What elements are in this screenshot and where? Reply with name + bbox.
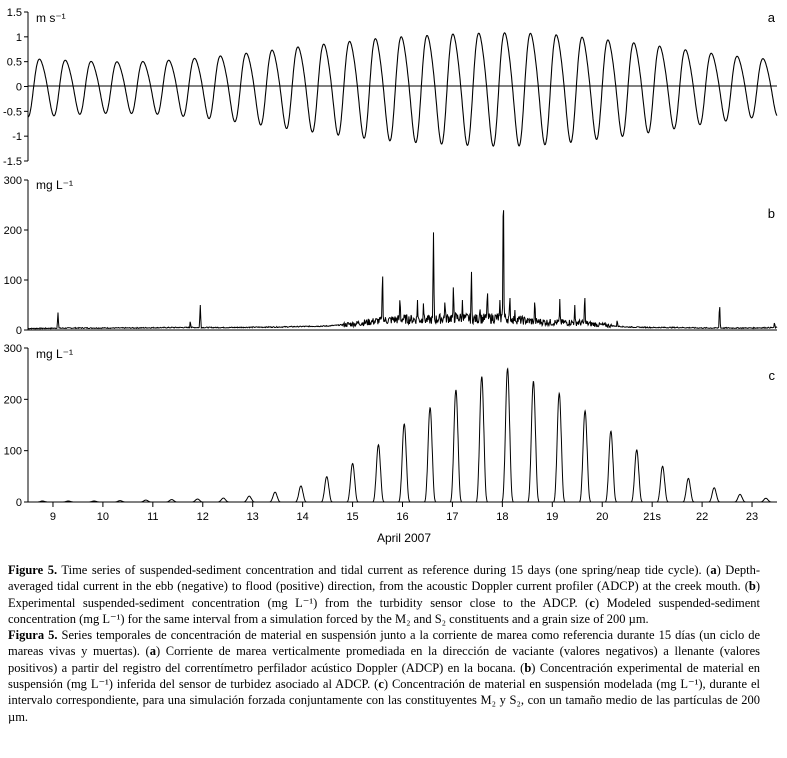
caption-es-a-letter: a — [149, 644, 156, 659]
caption-es-c-text: ) Concentración de material en suspensión modelada (mg L⁻¹), durante el intervalo correspondiente, para una simulación forzada conjuntamente con las constituyentes M₂ y S₂, con un tamaño medio de las partículas de 200 µm. — [8, 677, 760, 724]
panel-a-current-series — [28, 33, 777, 146]
panel-c-xtick-label: 10 — [96, 511, 110, 523]
caption-en-a-letter: a — [710, 563, 717, 577]
caption-english — [8, 562, 760, 627]
panel-c-xtick-label: 21s — [643, 511, 662, 523]
panel-a-ytick-label: -0.5 — [3, 106, 22, 119]
panel-a-ytick-label: -1 — [12, 131, 22, 144]
x-axis-label: April 2007 — [376, 531, 432, 545]
caption-es-b-text: ) Concentración experimental de material en suspensión (mg L⁻¹) inferida del sensor de turbidez asociado al ADCP. ( — [8, 660, 761, 692]
panel-a-tidal-current — [3, 7, 777, 168]
panel-c-letter: c — [768, 368, 775, 383]
panel-c-xtick-label: 16 — [396, 511, 409, 523]
panel-c-xtick-label: 11 — [147, 511, 159, 523]
figure-caption — [8, 562, 760, 725]
caption-en-b-text: ) Experimental suspended-sediment concentration (mg L⁻¹) from the turbidity sensor close to the ADCP. ( — [8, 579, 760, 610]
panel-c-xtick-label: 14 — [296, 511, 309, 523]
panel-c-xtick-label: 17 — [446, 511, 459, 523]
panel-b-ytick-label: 100 — [3, 275, 22, 287]
panel-c-unit-label: mg L⁻¹ — [36, 347, 74, 361]
panel-c-xtick-label: 13 — [246, 511, 259, 523]
panel-c-xtick-label: 23 — [745, 511, 759, 523]
panel-a-ytick-label: 0.5 — [6, 56, 22, 69]
panel-a-letter: a — [767, 10, 775, 25]
panel-b-experimental-ssc — [4, 175, 777, 337]
caption-es-c-letter: c — [378, 677, 384, 692]
caption-en-a-open: ( — [701, 563, 711, 577]
panel-c-modeled-ssc — [4, 343, 777, 545]
panel-c-xtick-label: 18 — [496, 511, 509, 523]
panel-c-ytick-label: 200 — [3, 394, 22, 407]
panel-c-xtick-label: 22 — [695, 511, 709, 523]
panel-c-ytick-label: 100 — [3, 445, 22, 458]
panel-c-xtick-label: 19 — [546, 511, 559, 523]
panel-c-xtick-label: 12 — [196, 511, 209, 523]
caption-en-b-letter: b — [748, 579, 756, 594]
panel-a-ytick-label: 1.5 — [6, 7, 22, 19]
panel-b-ytick-label: 200 — [3, 225, 22, 237]
panel-b-ytick-label: 300 — [3, 175, 22, 187]
caption-en-c-text: ) Modeled suspended-sediment concentration (mg L⁻¹) for the same interval from a simulation forced by the M₂ and S₂ constituents and a grain size of 200 µm. — [8, 595, 760, 626]
caption-en-label: Figure 5. — [8, 563, 58, 577]
caption-spanish — [8, 627, 760, 725]
panel-a-unit-label: m s⁻¹ — [36, 11, 66, 25]
caption-es-text: Series temporales de concentración de material en suspensión junto a la corriente de marea como referencia durante 15 días (un ciclo de mareas vivas y muertas). ( — [8, 628, 761, 659]
caption-es-b-letter: b — [524, 660, 532, 675]
caption-es-a-text: ) Corriente de marea verticalmente promediada en la dirección de vaciante (valores negativos) a llenante (valores positivos) a partir del registro del correntímetro perfilador acústico Doppler (ADCP) en la bocana. ( — [8, 644, 760, 675]
panel-a-ytick-label: 0 — [15, 81, 22, 94]
panel-c-modeled-series — [28, 369, 777, 502]
panel-b-ssc-series — [28, 210, 777, 329]
caption-en-a-text: ) Depth-averaged tidal current in the ebb (negative) to flood (positive) direction, from the acoustic Doppler current profiler (ADCP) at the creek mouth. ( — [8, 563, 760, 594]
panel-c-xtick-label: 9 — [49, 511, 57, 523]
caption-es-label: Figura 5. — [8, 628, 58, 643]
panel-c-ytick-label: 0 — [15, 497, 22, 509]
panel-a-ytick-label: 1 — [15, 31, 22, 44]
caption-en-c-letter: c — [589, 595, 595, 610]
panel-c-xtick-label: 15 — [346, 511, 359, 523]
caption-en-text: Time series of suspended-sediment concentration and tidal current as reference during 15 days (one spring/neap tide cycle). — [57, 563, 702, 577]
panel-c-ytick-label: 300 — [3, 343, 22, 355]
panel-b-ytick-label: 0 — [15, 325, 22, 337]
panel-a-ytick-label: -1.5 — [3, 156, 22, 168]
panel-b-letter: b — [767, 206, 775, 221]
panel-c-xtick-label: 20 — [596, 511, 609, 523]
panel-b-unit-label: mg L⁻¹ — [36, 178, 74, 192]
